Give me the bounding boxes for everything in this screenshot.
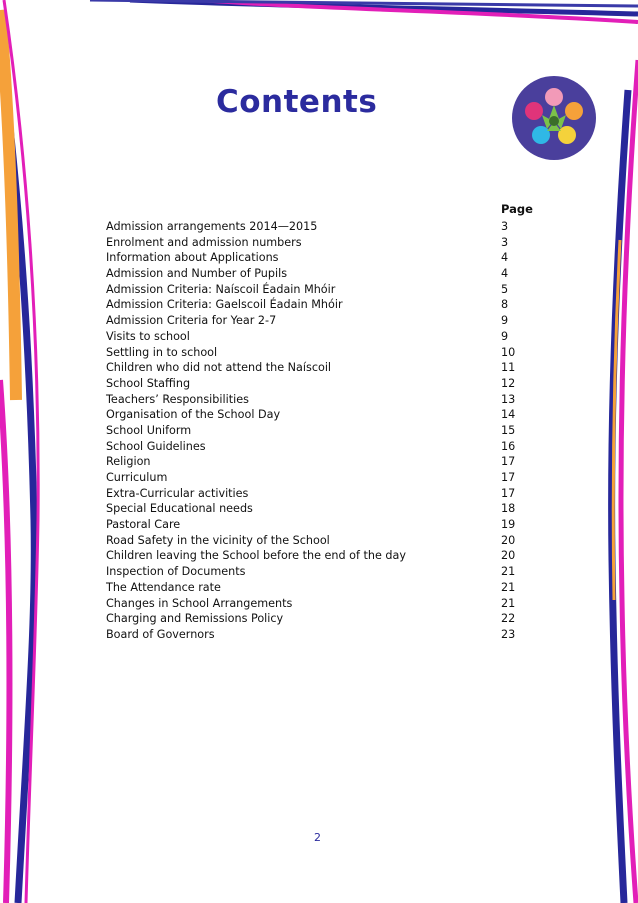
toc-entry-title: Curriculum <box>106 471 168 484</box>
school-crest-logo <box>511 75 597 161</box>
toc-entry <box>106 250 526 266</box>
toc-entry-title: The Attendance rate <box>106 580 221 594</box>
toc-entry-title: Pastoral Care <box>106 518 181 532</box>
page-column-header: Page <box>501 202 533 216</box>
toc-entry <box>106 407 526 423</box>
toc-entry-title: Extra-Curricular activities <box>106 486 249 500</box>
toc-entry-page: 18 <box>501 502 516 516</box>
toc-entry-page: 20 <box>501 533 516 547</box>
toc-entry-title: Admission and Number of Pupils <box>106 267 288 281</box>
toc-entry <box>106 235 526 251</box>
toc-entry-page: 21 <box>501 580 516 594</box>
toc-entry <box>106 439 526 455</box>
toc-entry <box>106 611 526 627</box>
toc-entry <box>106 548 526 564</box>
toc-entry-title: Admission Criteria: Gaelscoil Éadain Mhóir <box>106 298 343 312</box>
toc-entry <box>106 282 526 298</box>
toc-entry-page: 3 <box>501 220 509 233</box>
toc-entry <box>106 345 526 361</box>
toc-entry-page: 21 <box>501 596 516 610</box>
toc-entry <box>106 517 526 533</box>
toc-entry-title: Visits to school <box>106 329 190 343</box>
toc-entry-title: Special Educational needs <box>106 502 253 516</box>
toc-entry <box>106 486 526 502</box>
toc-entry <box>106 313 526 329</box>
toc-entry-title: Children leaving the School before the end of the day <box>106 549 406 563</box>
toc-entry-page: 17 <box>501 486 516 500</box>
toc-entry <box>106 627 526 643</box>
toc-entry-title: Admission Criteria: Naíscoil Éadain Mhóir <box>106 282 336 296</box>
toc-entry-page: 19 <box>501 518 516 532</box>
toc-entry-page: 9 <box>501 329 509 343</box>
toc-entry <box>106 329 526 345</box>
toc-entry-title: Settling in to school <box>106 345 218 359</box>
toc-entry-page: 8 <box>501 298 509 312</box>
toc-entry-title: School Guidelines <box>106 439 206 453</box>
toc-entry <box>106 297 526 313</box>
toc-entry-page: 3 <box>501 235 509 249</box>
toc-entry-page: 9 <box>501 314 509 328</box>
toc-entry-title: Admission arrangements 2014—2015 <box>106 220 318 233</box>
toc-entry-page: 12 <box>501 376 516 390</box>
toc-entry <box>106 392 526 408</box>
toc-entry <box>106 564 526 580</box>
toc-entry-page: 4 <box>501 267 509 281</box>
toc-entry-page: 20 <box>501 549 516 563</box>
page-title: Contents <box>216 84 378 120</box>
toc-entry-title: Children who did not attend the Naíscoil <box>106 361 332 375</box>
toc-entry-page: 4 <box>501 251 509 265</box>
toc-entry-title: Religion <box>106 455 151 469</box>
toc-entry-page: 17 <box>501 471 516 484</box>
toc-entry-page: 13 <box>501 392 516 406</box>
toc-entry-title: Enrolment and admission numbers <box>106 235 302 249</box>
toc-entry-page: 15 <box>501 423 516 437</box>
toc-entry-page: 10 <box>501 345 516 359</box>
toc-entry <box>106 360 526 376</box>
toc-entry <box>106 266 526 282</box>
toc-entry-page: 11 <box>501 361 516 375</box>
page-number: 2 <box>314 831 321 844</box>
toc-entry-title: Information about Applications <box>106 251 279 265</box>
toc-entry-title: Board of Governors <box>106 627 215 641</box>
toc-entry-title: Admission Criteria for Year 2-7 <box>106 314 277 328</box>
toc-entry-page: 22 <box>501 612 516 626</box>
toc-entry-page: 5 <box>501 282 509 296</box>
toc-entry-title: Organisation of the School Day <box>106 408 281 422</box>
table-of-contents <box>106 219 526 643</box>
toc-entry-page: 16 <box>501 439 516 453</box>
toc-entry-page: 14 <box>501 408 516 422</box>
toc-entry <box>106 470 526 486</box>
toc-entry-title: Road Safety in the vicinity of the School <box>106 533 330 547</box>
toc-entry-title: Teachers’ Responsibilities <box>106 392 249 406</box>
toc-entry-page: 17 <box>501 455 516 469</box>
toc-entry <box>106 423 526 439</box>
toc-entry-page: 21 <box>501 565 516 579</box>
toc-entry <box>106 596 526 612</box>
toc-entry-title: School Staffing <box>106 376 191 390</box>
toc-entry-title: Changes in School Arrangements <box>106 596 293 610</box>
toc-entry-title: School Uniform <box>106 423 192 437</box>
toc-entry-page: 23 <box>501 627 516 641</box>
toc-entry <box>106 533 526 549</box>
toc-entry <box>106 376 526 392</box>
toc-entry <box>106 454 526 470</box>
toc-entry <box>106 219 526 235</box>
toc-entry-title: Inspection of Documents <box>106 565 246 579</box>
toc-entry <box>106 501 526 517</box>
toc-entry-title: Charging and Remissions Policy <box>106 612 284 626</box>
toc-entry <box>106 580 526 596</box>
